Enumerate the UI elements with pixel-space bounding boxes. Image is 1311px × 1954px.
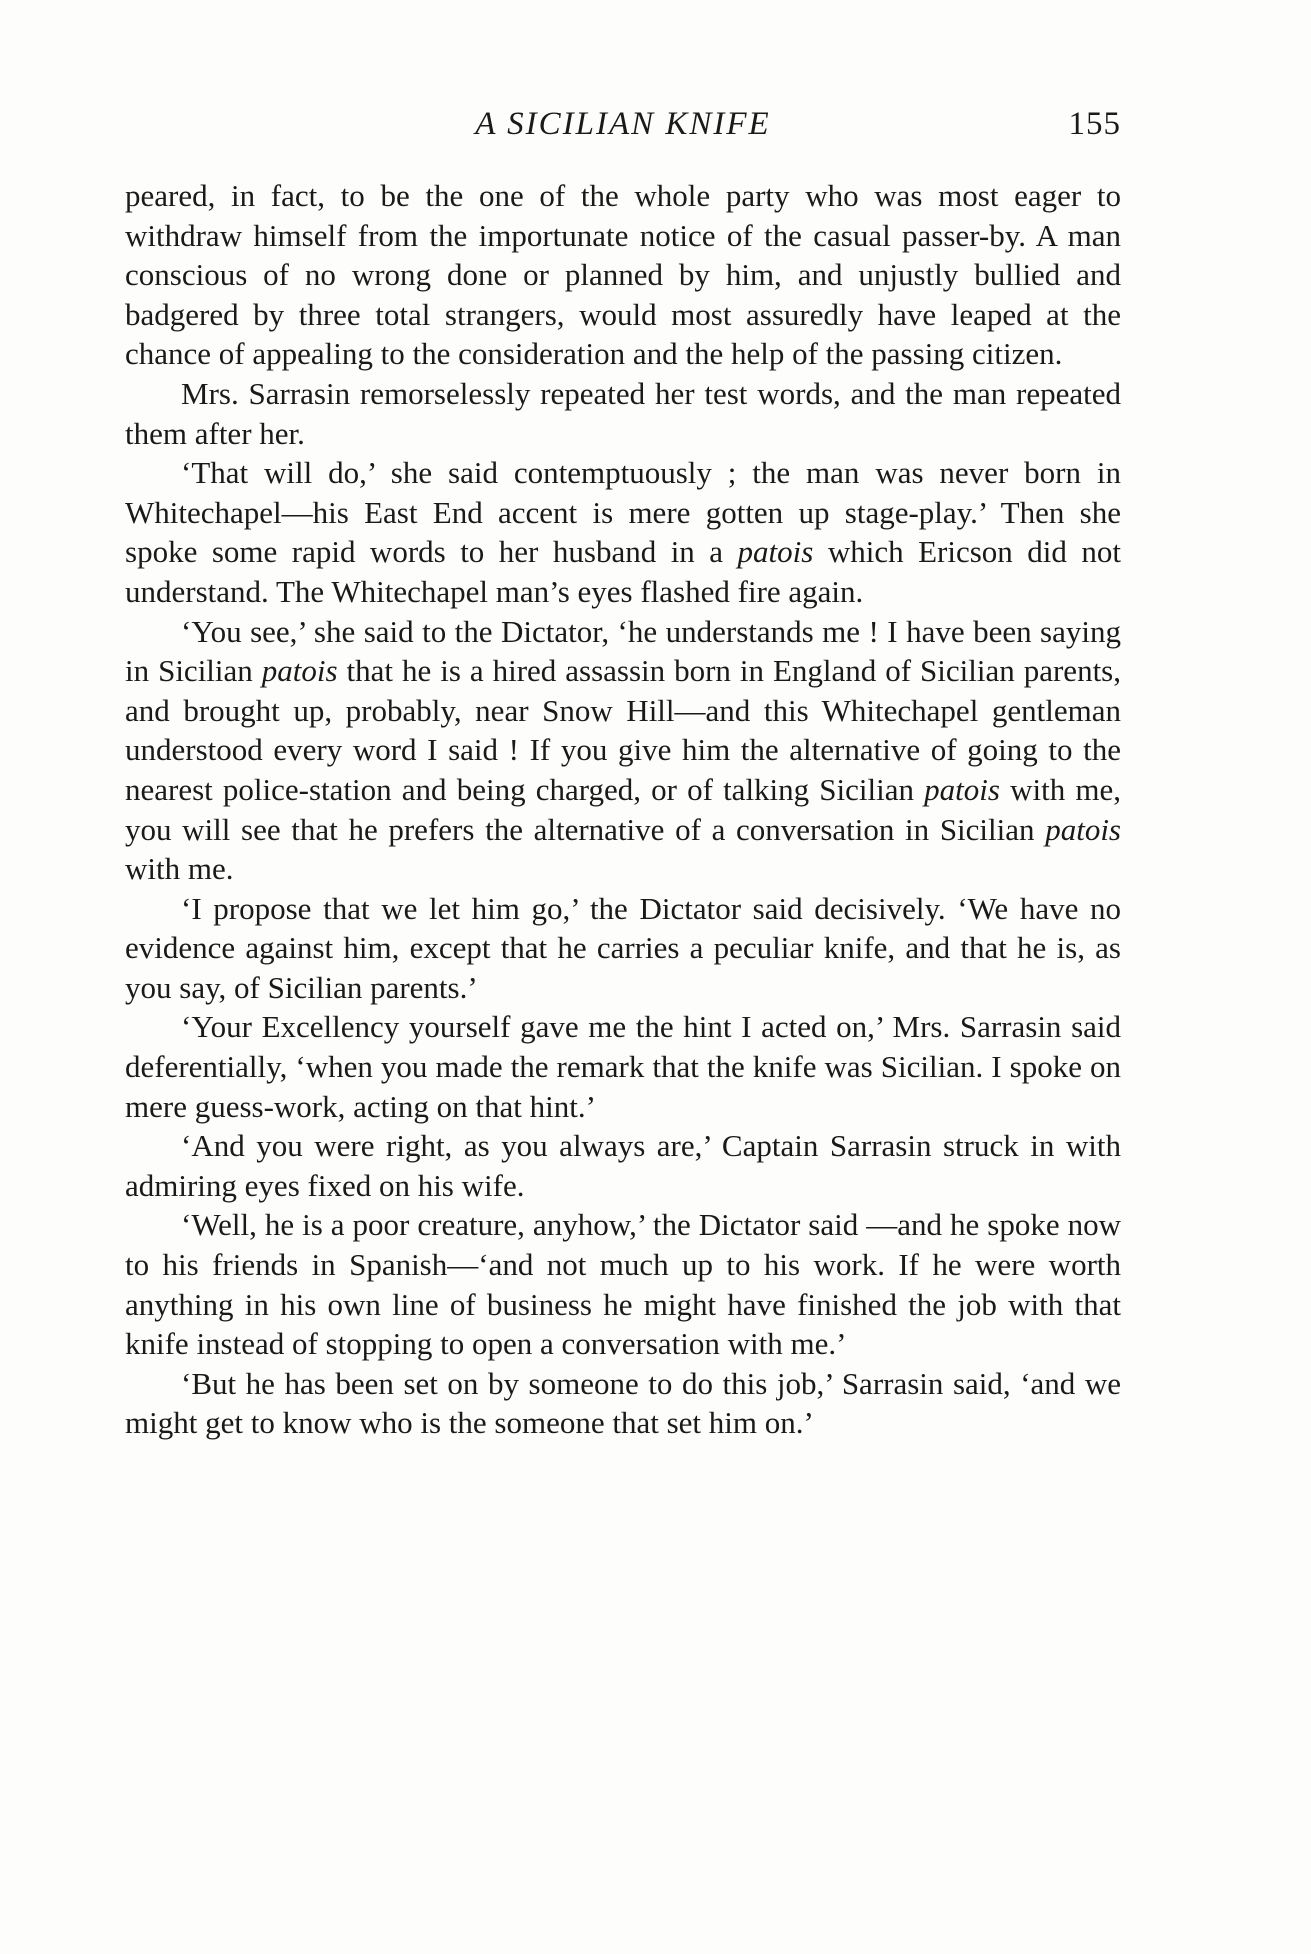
italic-text: patois [1045, 811, 1121, 847]
paragraph [125, 176, 1121, 374]
text-segment: with me. [125, 851, 234, 887]
paragraph [125, 1205, 1121, 1363]
text-segment: ‘Well, he is a poor creature, anyhow,’ the Dictator said —and he spoke now to his friends in Spanish—‘and not much up to his work. If he were worth anything in his own line of business he might have finished the job with that knife instead of stopping to open a conversation with me.’ [125, 1207, 1121, 1362]
text-segment: ‘That will do,’ she said contemptuously ; the man was never born in Whitechapel—his East End accent is mere gotten up stage-play.’ Then she spoke some rapid words to her husband in a [125, 455, 1121, 570]
text-segment: ‘You see,’ she said to the Dictator, ‘he understands me ! I have been saying in Sicilian [125, 613, 1121, 689]
paragraph [125, 453, 1121, 611]
text-segment: Mrs. Sarrasin remorselessly repeated her test words, and the man repeated them after her. [125, 375, 1121, 451]
body-text [125, 176, 1121, 1443]
text-segment: ‘Your Excellency yourself gave me the hint I acted on,’ Mrs. Sarrasin said deferentially, ‘when you made the remark that the knife was Sicilian. I spoke on mere guess-work, acting on that hint.’ [125, 1009, 1121, 1124]
paragraph [125, 1126, 1121, 1205]
italic-text: patois [924, 771, 1000, 807]
paragraph [125, 1364, 1121, 1443]
page-number: 155 [1068, 106, 1121, 142]
italic-text: patois [261, 653, 338, 689]
text-segment: that he is a hired assassin born in England of Sicilian parents, and brought up, probably, near Snow Hill—and this Whitechapel gentleman understood every word I said ! If you give him the alternative of going to the nearest police-station and being charged, or of talking Sicilian [125, 653, 1121, 807]
paragraph [125, 374, 1121, 453]
text-segment: ‘But he has been set on by someone to do this job,’ Sarrasin said, ‘and we might get to know who is the someone that set him on.’ [125, 1365, 1121, 1441]
paragraph [125, 889, 1121, 1008]
text-segment: ‘I propose that we let him go,’ the Dictator said decisively. ‘We have no evidence against him, except that he carries a peculiar knife, and that he is, as you say, of Sicilian parents.’ [125, 890, 1121, 1005]
italic-text: patois [737, 534, 814, 570]
running-title: A SICILIAN KNIFE [475, 106, 771, 142]
text-segment: ‘And you were right, as you always are,’ Captain Sarrasin struck in with admiring eyes fixed on his wife. [125, 1128, 1121, 1203]
paragraph [125, 612, 1121, 889]
text-segment: peared, in fact, to be the one of the whole party who was most eager to withdraw himself from the importunate notice of the casual passer-by. A man conscious of no wrong done or planned by him, and unjustly bullied and badgered by three total strangers, would most assuredly have leaped at the chance of appealing to the consideration and the help of the passing citizen. [125, 178, 1121, 372]
page-header [125, 106, 1121, 156]
paragraph [125, 1007, 1121, 1126]
text-segment: which Ericson did not understand. The Whitechapel man’s eyes flashed fire again. [125, 534, 1121, 609]
text-segment: with me, you will see that he prefers the alternative of a conversation in Sicilian [125, 771, 1121, 847]
